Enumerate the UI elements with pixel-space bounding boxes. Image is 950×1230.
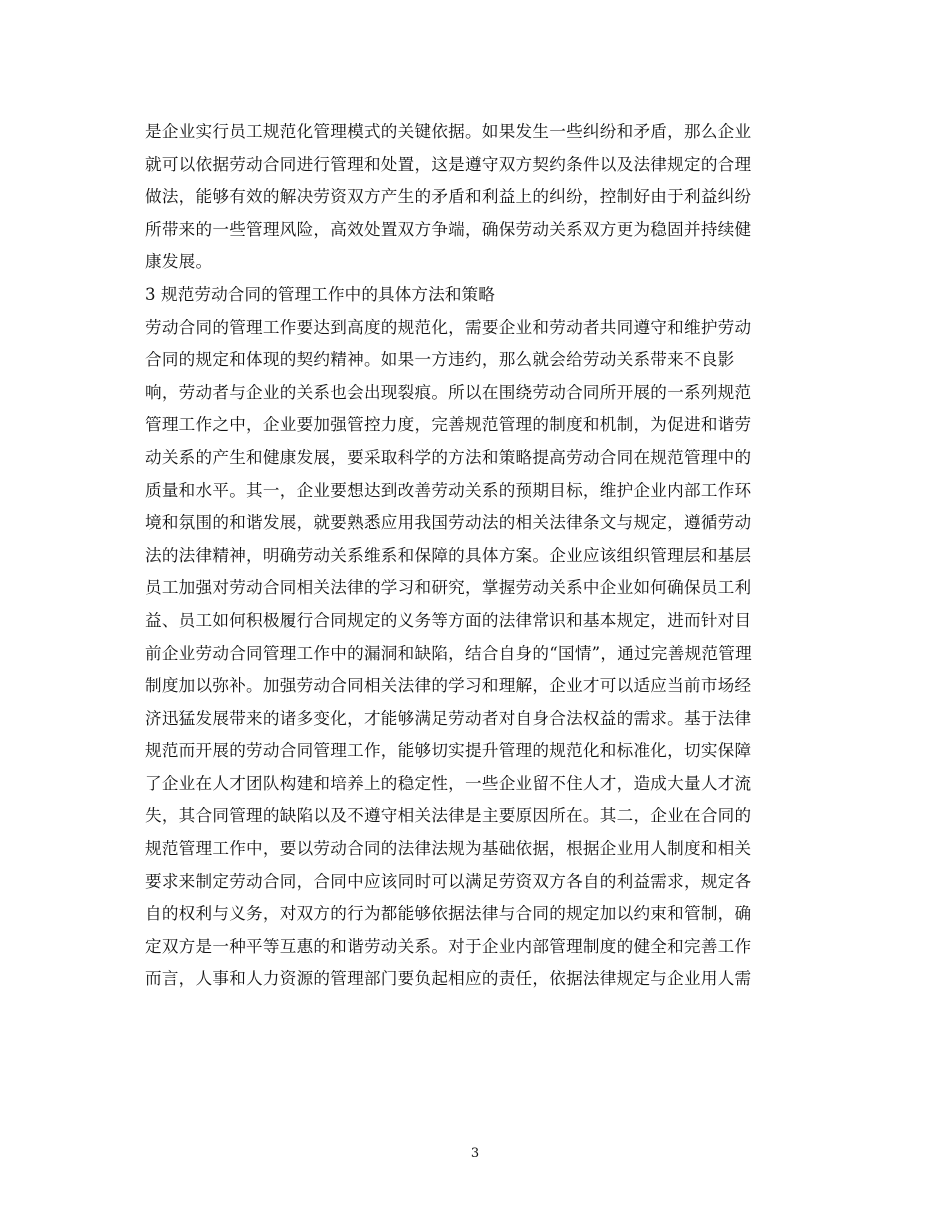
text-line: 做法，能够有效的解决劳资双方产生的矛盾和利益上的纠纷，控制好由于利益纠纷 [145,187,752,207]
text-line: 规范管理工作中，要以劳动合同的法律法规为基础依据，根据企业用人制度和相关 [145,839,752,859]
text-line: 定双方是一种平等互惠的和谐劳动关系。对于企业内部管理制度的健全和完善工作 [145,936,752,956]
text-line: 是企业实行员工规范化管理模式的关键依据。如果发生一些纠纷和矛盾，那么企业 [145,122,752,141]
text-line: 就可以依据劳动合同进行管理和处置，这是遵守双方契约条件以及法律规定的合理 [145,154,752,174]
text-line: 济迅猛发展带来的诸多变化，才能够满足劳动者对自身合法权益的需求。基于法律 [145,708,752,728]
text-line: 境和氛围的和谐发展，就要熟悉应用我国劳动法的相关法律条文与规定，遵循劳动 [145,513,752,533]
text-line: 劳动合同的管理工作要达到高度的规范化，需要企业和劳动者共同遵守和维护劳动 [145,317,752,337]
text-line: 合同的规定和体现的契约精神。如果一方违约，那么就会给劳动关系带来不良影 [145,350,735,370]
text-line: 康发展。 [145,252,213,272]
page-number: 3 [470,1146,480,1161]
text-line: 了企业在人才团队构建和培养上的稳定性，一些企业留不住人才，造成大量人才流 [145,773,752,793]
body-text [145,116,825,996]
text-line: 管理工作之中，企业要加强管控力度，完善规范管理的制度和机制，为促进和谐劳 [145,415,752,435]
text-line: 响，劳动者与企业的关系也会出现裂痕。所以在围绕劳动合同所开展的一系列规范 [145,382,752,402]
text-line: 要求来制定劳动合同，合同中应该同时可以满足劳资双方各自的利益需求，规定各 [145,871,752,891]
text-line: 而言，人事和人力资源的管理部门要负起相应的责任，依据法律规定与企业用人需 [145,969,752,989]
text-line: 员工加强对劳动合同相关法律的学习和研究，掌握劳动关系中企业如何确保员工利 [145,578,752,598]
text-line: 失，其合同管理的缺陷以及不遵守相关法律是主要原因所在。其二，企业在合同的 [145,806,752,826]
text-line: 所带来的一些管理风险，高效处置双方争端，确保劳动关系双方更为稳固并持续健 [145,219,752,239]
section-heading: 3 规范劳动合同的管理工作中的具体方法和策略 [145,284,495,304]
text-line: 益、员工如何积极履行合同规定的义务等方面的法律常识和基本规定，进而针对目 [145,610,752,630]
text-line: 质量和水平。其一，企业要想达到改善劳动关系的预期目标，维护企业内部工作环 [145,480,752,500]
text-line: 法的法律精神，明确劳动关系维系和保障的具体方案。企业应该组织管理层和基层 [145,545,752,565]
text-line: 自的权利与义务，对双方的行为都能够依据法律与合同的规定加以约束和管制，确 [145,904,752,924]
text-line: 前企业劳动合同管理工作中的漏洞和缺陷，结合自身的“国情”，通过完善规范管理 [145,643,752,663]
text-line: 动关系的产生和健康发展，要采取科学的方法和策略提高劳动合同在规范管理中的 [145,447,752,467]
text-line: 制度加以弥补。加强劳动合同相关法律的学习和理解，企业才可以适应当前市场经 [145,676,752,696]
text-line: 规范而开展的劳动合同管理工作，能够切实提升管理的规范化和标准化，切实保障 [145,741,752,761]
